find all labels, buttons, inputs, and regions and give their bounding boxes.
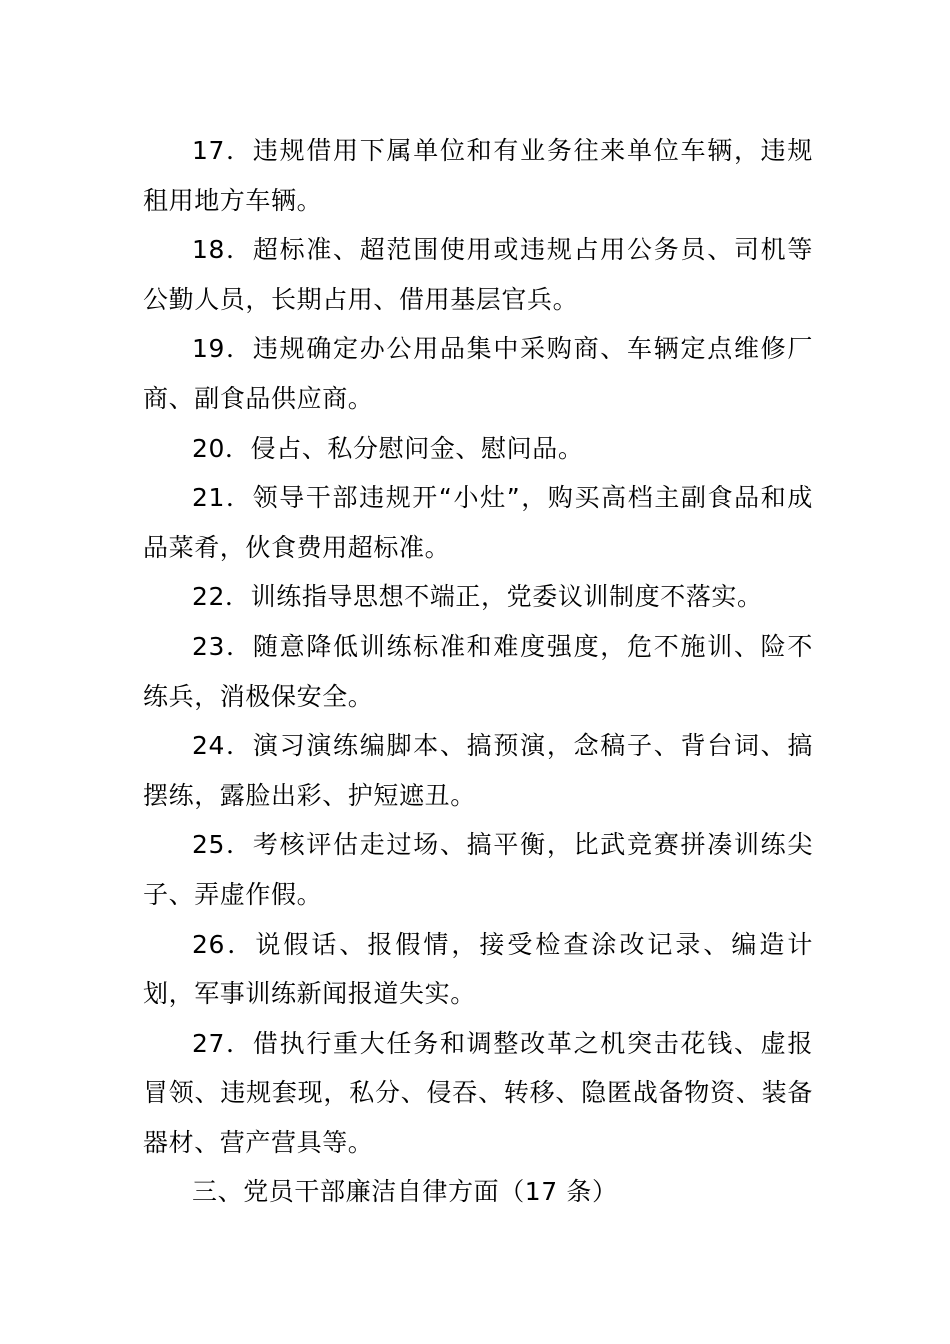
list-item-19: 19．违规确定办公用品集中采购商、车辆定点维修厂商、副食品供应商。 [143,334,813,413]
document-body [143,126,813,1217]
list-item-24: 24．演习演练编脚本、搞预演，念稿子、背台词、搞摆练，露脸出彩、护短遮丑。 [143,731,813,810]
section-heading: 三、党员干部廉洁自律方面（17 条） [192,1177,618,1207]
item-text: 演习演练编脚本、搞预演，念稿子、背台词、搞摆练，露脸出彩、护短遮丑。 [143,731,813,810]
item-text: 超标准、超范围使用或违规占用公务员、司机等公勤人员，长期占用、借用基层官兵。 [143,235,813,314]
item-text: 违规借用下属单位和有业务往来单位车辆，违规租用地方车辆。 [143,136,813,215]
list-item-18: 18．超标准、超范围使用或违规占用公务员、司机等公勤人员，长期占用、借用基层官兵。 [143,235,813,314]
list-item-20: 20．侵占、私分慰问金、慰问品。 [192,433,584,463]
item-number: 24 [192,731,226,761]
item-number: 19 [192,334,226,364]
list-item-21: 21．领导干部违规开“小灶”，购买高档主副食品和成品菜肴，伙食费用超标准。 [143,483,813,562]
item-text: 借执行重大任务和调整改革之机突击花钱、虚报冒领、违规套现，私分、侵吞、转移、隐匿战备物资、装备器材、营产营具等。 [143,1028,813,1157]
item-text: 训练指导思想不端正，党委议训制度不落实。 [250,582,763,612]
item-number: 20 [192,433,226,463]
item-number: 21 [192,483,226,513]
item-number: 17 [192,136,226,165]
list-item-23: 23．随意降低训练标准和难度强度，危不施训、险不练兵，消极保安全。 [143,631,813,711]
item-number: 22 [192,582,226,612]
item-text: 侵占、私分慰问金、慰问品。 [250,433,584,463]
list-item-26: 26．说假话、报假情，接受检查涂改记录、编造计划，军事训练新闻报道失实。 [143,929,813,1009]
item-number: 23 [192,631,226,661]
list-item-17: 17．违规借用下属单位和有业务往来单位车辆，违规租用地方车辆。 [143,136,813,215]
item-text: 领导干部违规开“小灶”，购买高档主副食品和成品菜肴，伙食费用超标准。 [143,483,813,562]
item-number: 27 [192,1028,226,1058]
item-number: 25 [192,830,226,860]
item-text: 违规确定办公用品集中采购商、车辆定点维修厂商、副食品供应商。 [143,334,813,413]
list-item-22: 22．训练指导思想不端正，党委议训制度不落实。 [192,582,763,612]
item-text: 考核评估走过场、搞平衡，比武竞赛拼凑训练尖子、弄虚作假。 [143,830,813,909]
item-number: 18 [192,235,226,265]
item-text: 说假话、报假情，接受检查涂改记录、编造计划，军事训练新闻报道失实。 [143,929,813,1009]
list-item-25: 25．考核评估走过场、搞平衡，比武竞赛拼凑训练尖子、弄虚作假。 [143,830,813,909]
list-item-27: 27．借执行重大任务和调整改革之机突击花钱、虚报冒领、违规套现，私分、侵吞、转移、隐匿战备物资、装备器材、营产营具等。 [143,1028,813,1157]
item-number: 26 [192,929,226,959]
item-text: 随意降低训练标准和难度强度，危不施训、险不练兵，消极保安全。 [143,631,813,711]
